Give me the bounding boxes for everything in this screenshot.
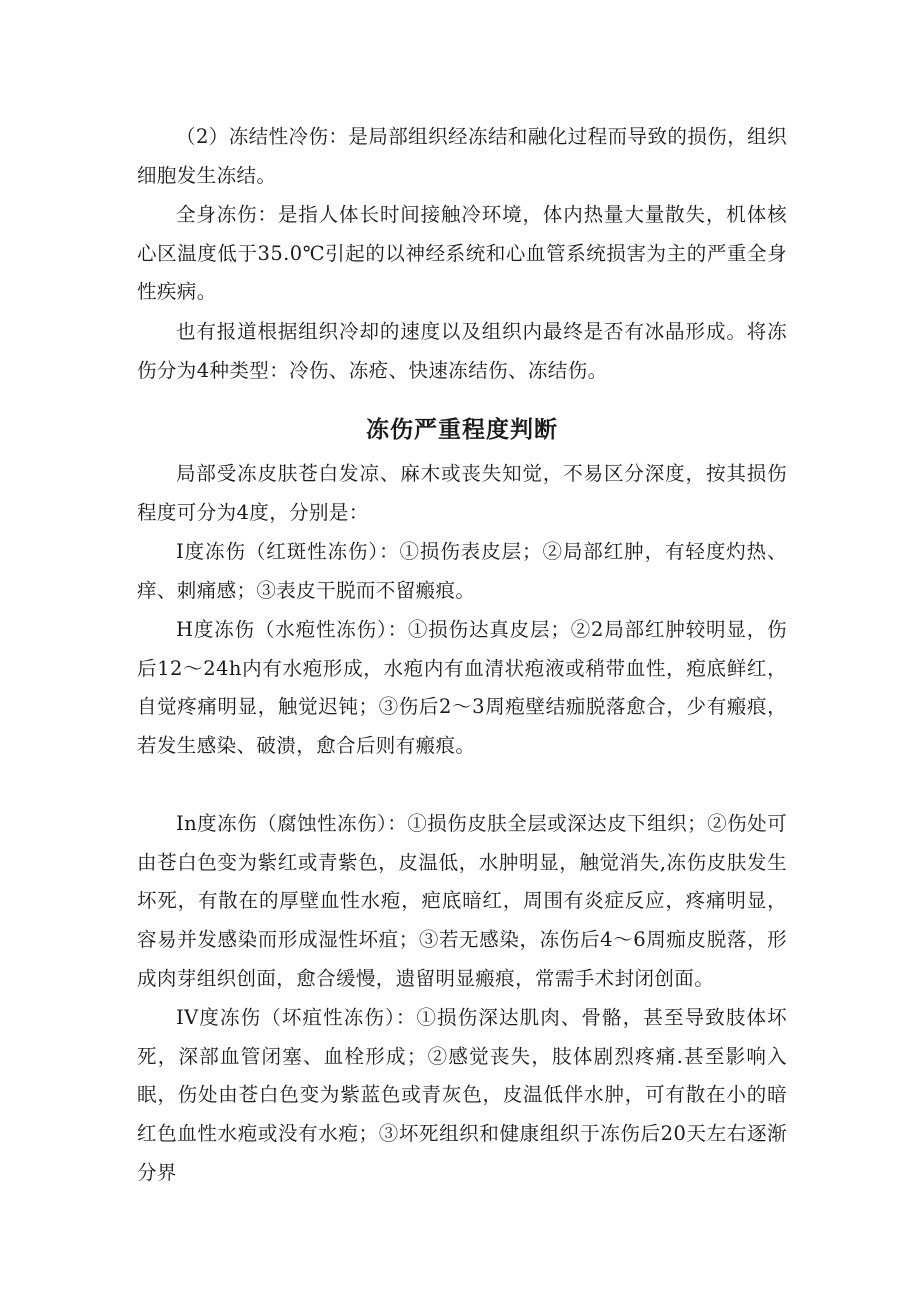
paragraph-degree-3: In度冻伤（腐蚀性冻伤）：①损伤皮肤全层或深达皮下组织；②伤处可由苍白色变为紫红或青紫色，皮温低，水肿明显，触觉消失,冻伤皮肤发生坏死，有散在的厚壁血性水疱，疤底暗红，周围有炎症反应，疼痛明显，容易并发感染而形成湿性坏疽；③若无感染，冻伤后4～6周痂皮脱落，形成肉芽组织创面，愈合缓慢，遗留明显瘢痕，常需手术封闭创面。: [137, 812, 787, 990]
paragraph-degree-4: IV度冻伤（坏疽性冻伤）：①损伤深达肌肉、骨骼，甚至导致肢体坏死，深部血管闭塞、血栓形成；②感觉丧失，肢体剧烈疼痛.甚至影响入眠，伤处由苍白色变为紫蓝色或青灰色，皮温低伴水肿，可有散在小的暗红色血性水疱或没有水疱；③坏死组织和健康组织于冻伤后20天左右逐渐分界: [137, 1006, 787, 1184]
paragraph-four-types: 也有报道根据组织冷却的速度以及组织内最终是否有冰晶形成。将冻伤分为4种类型：冷伤、冻疮、快速冻结伤、冻结伤。: [137, 320, 787, 382]
paragraph-local-frostbite-intro: 局部受冻皮肤苍白发凉、麻木或丧失知觉，不易区分深度，按其损伤程度可分为4度，分别是：: [137, 462, 787, 524]
paragraph-frostbite-freezing: （2）冻结性冷伤：是局部组织经冻结和融化过程而导致的损伤，组织细胞发生冻结。: [137, 125, 787, 187]
paragraph-degree-2: H度冻伤（水疱性冻伤）：①损伤达真皮层；②2局部红肿较明显，伤后12～24h内有水疱形成，水疱内有血清状疱液或稍带血性，疱底鲜红，自觉疼痛明显，触觉迟钝；③伤后2～3周疱壁结痂脱落愈合，少有瘢痕，若发生感染、破溃，愈合后则有瘢痕。: [137, 618, 787, 758]
section-heading: 冻伤严重程度判断: [366, 417, 558, 443]
paragraph-degree-1: I度冻伤（红斑性冻伤）：①损伤表皮层；②局部红肿，有轻度灼热、痒、刺痛感；③表皮干脱而不留瘢痕。: [137, 540, 787, 602]
paragraph-systemic-cold-injury: 全身冻伤：是指人体长时间接触冷环境，体内热量大量散失，机体核心区温度低于35.0℃引起的以神经系统和心血管系统损害为主的严重全身性疾病。: [137, 203, 787, 304]
